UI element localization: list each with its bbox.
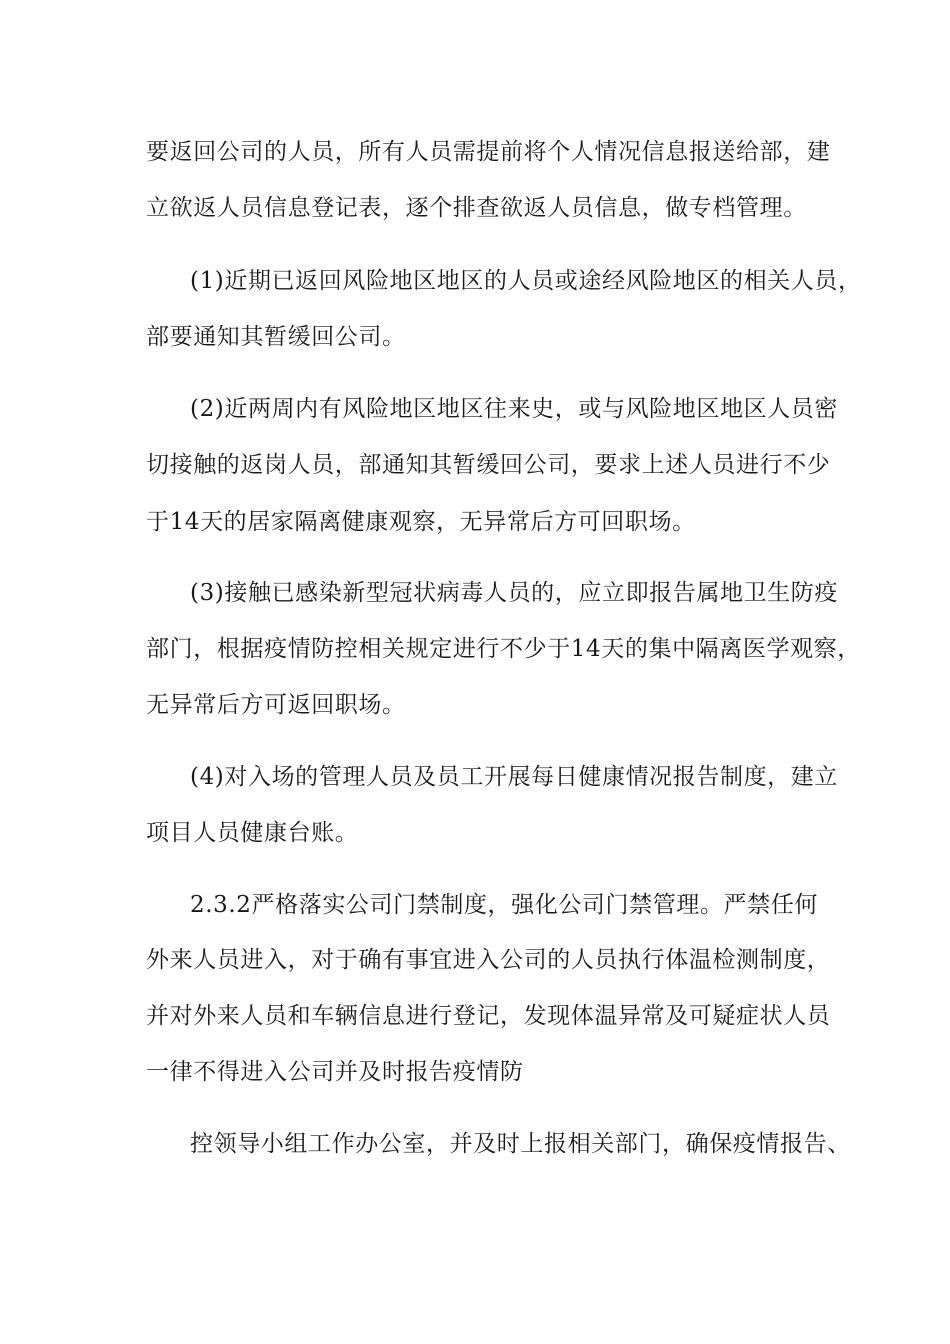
text-line-1: 要返回公司的人员，所有人员需提前将个人情况信息报送给部，建	[146, 139, 831, 165]
text-line-16: 一律不得进入公司并及时报告疫情防	[146, 1059, 524, 1085]
text-line-4: 部要通知其暂缓回公司。	[146, 324, 406, 350]
text-line-14: 外来人员进入，对于确有事宜进入公司的人员执行体温检测制度，	[146, 947, 831, 973]
text-line-5: (2)近两周内有风险地区地区往来史，或与风险地区地区人员密	[190, 396, 838, 422]
text-line-12: 项目人员健康台账。	[146, 820, 359, 846]
text-line-3: (1)近期已返回风险地区地区的人员或途经风险地区的相关人员，	[190, 268, 862, 294]
text-line-9: 部门，根据疫情防控相关规定进行不少于14天的集中隔离医学观察，	[146, 636, 861, 662]
text-line-15: 并对外来人员和车辆信息进行登记，发现体温异常及可疑症状人员	[146, 1003, 831, 1029]
text-line-11: (4)对入场的管理人员及员工开展每日健康情况报告制度，建立	[190, 764, 838, 790]
text-line-8: (3)接触已感染新型冠状病毒人员的，应立即报告属地卫生防疫	[190, 580, 838, 606]
text-line-2: 立欲返人员信息登记表，逐个排查欲返人员信息，做专档管理。	[146, 195, 807, 221]
text-line-7: 于14天的居家隔离健康观察，无异常后方可回职场。	[146, 509, 696, 535]
text-line-13: 2.3.2严格落实公司门禁制度，强化公司门禁管理。严禁任何	[190, 892, 818, 918]
text-line-6: 切接触的返岗人员，部通知其暂缓回公司，要求上述人员进行不少	[146, 452, 831, 478]
text-line-10: 无异常后方可返回职场。	[146, 692, 406, 718]
text-line-17: 控领导小组工作办公室，并及时上报相关部门，确保疫情报告、	[190, 1131, 851, 1157]
